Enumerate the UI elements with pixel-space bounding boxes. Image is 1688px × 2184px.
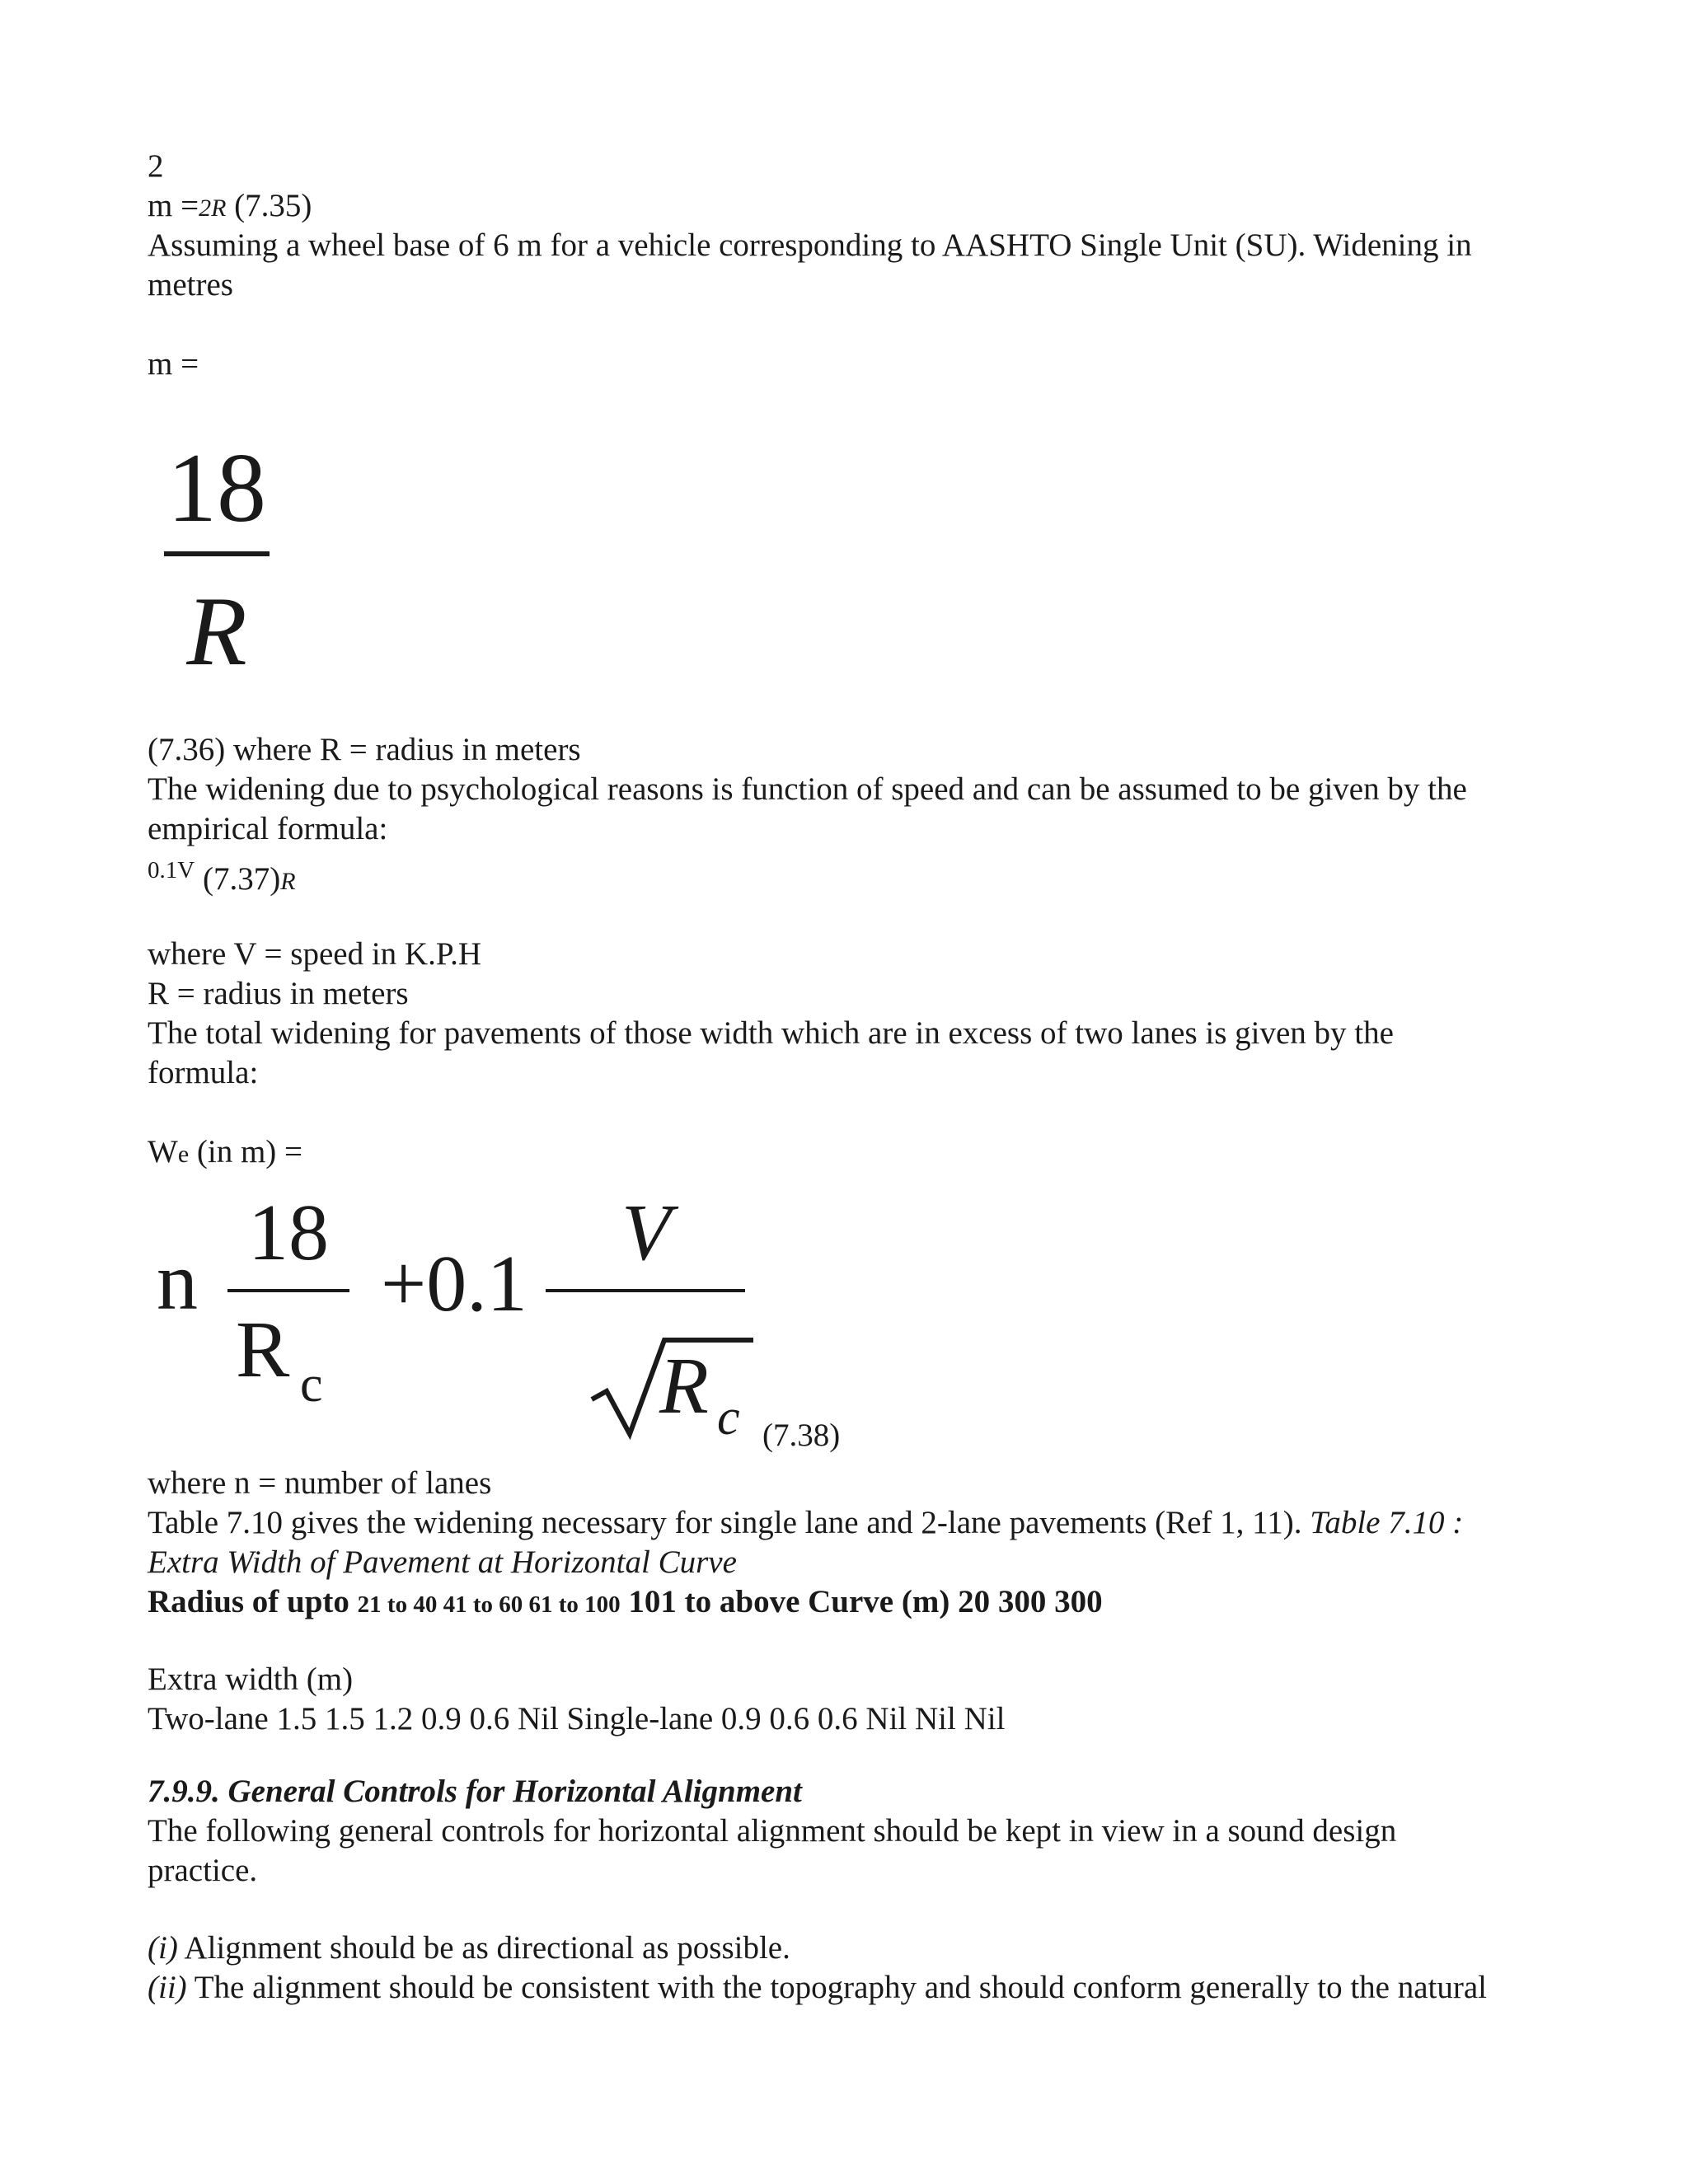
formula-num-v: V [621, 1188, 671, 1277]
we-label [148, 1132, 302, 1174]
list-item-ii [148, 1968, 1487, 2008]
formula-bar-2 [546, 1289, 745, 1292]
list-text-i: Alignment should be as directional as possible. [177, 1930, 790, 1966]
paragraph-controls-line2: practice. [148, 1853, 258, 1888]
table-header-part3: 101 to above Curve (m) 20 300 300 [620, 1584, 1103, 1619]
page-number-line: 2 [148, 148, 164, 184]
eq-lhs: m = [148, 188, 199, 223]
table-rows-line: Two-lane 1.5 1.5 1.2 0.9 0.6 Nil Single-lane 0.9 0.6 0.6 Nil Nil Nil [148, 1701, 1006, 1736]
table-caption-line2: Extra Width of Pavement at Horizontal Curve [148, 1544, 737, 1580]
where-n-line: where n = number of lanes [148, 1465, 492, 1501]
fraction-18-over-r [152, 429, 284, 676]
equation-7-36-line: (7.36) where R = radius in meters [148, 732, 581, 767]
eq-number: (7.35) [234, 188, 312, 223]
formula-den-r2-sub: c [717, 1390, 740, 1446]
fraction-bar [164, 551, 270, 556]
list-item-i [148, 1929, 790, 1968]
eq-sup-0-1v: 0.1V [148, 857, 195, 883]
list-text-ii: The alignment should be consistent with the topography and should conform generally to the natural [186, 1970, 1488, 2005]
eq-r: R [280, 868, 296, 895]
fraction-denominator: R [186, 576, 247, 676]
eq-number: (7.37) [202, 861, 281, 897]
list-marker-i: (i) [148, 1930, 178, 1966]
table-header-line [148, 1582, 1103, 1624]
formula-bar-1 [227, 1289, 349, 1292]
we-w: W [148, 1134, 178, 1169]
formula-den-r2: R [659, 1342, 709, 1431]
paragraph-wheelbase-line2: metres [148, 267, 233, 302]
formula-n: n [157, 1235, 198, 1327]
paragraph-total-line1: The total widening for pavements of those width which are in excess of two lanes is given by the [148, 1015, 1394, 1051]
table-header-part1: Radius of upto [148, 1584, 358, 1619]
where-v-line: where V = speed in K.P.H [148, 936, 482, 972]
r-radius-line: R = radius in meters [148, 976, 409, 1011]
equation-7-38-number: (7.38) [762, 1418, 841, 1453]
fraction-numerator: 18 [167, 433, 266, 542]
paragraph-controls-line1: The following general controls for horizontal alignment should be kept in view in a sound design [148, 1813, 1397, 1849]
equation-7-35 [148, 186, 312, 228]
paragraph-psych-line1: The widening due to psychological reasons is function of speed and can be assumed to be given by the [148, 771, 1467, 807]
paragraph-wheelbase-line1: Assuming a wheel base of 6 m for a vehicle corresponding to AASHTO Single Unit (SU). Widening in [148, 227, 1472, 263]
we-rest: (in m) = [189, 1134, 303, 1169]
equation-7-37 [148, 851, 296, 902]
formula-num-18: 18 [248, 1188, 329, 1277]
formula-7-38 [148, 1179, 775, 1459]
section-heading: 7.9.9. General Controls for Horizontal Alignment [148, 1774, 802, 1809]
table-header-ranges: 21 to 40 41 to 60 61 to 100 [357, 1591, 621, 1618]
eq-fraction-2r: 2R [199, 194, 227, 222]
paragraph-psych-line2: empirical formula: [148, 811, 388, 846]
m-equals-label: m = [148, 346, 199, 382]
table-caption-start: Table 7.10 : [1310, 1505, 1464, 1540]
formula-plus-0-1: +0.1 [381, 1240, 528, 1329]
paragraph-total-line2: formula: [148, 1055, 259, 1090]
formula-den-r-sub: c [300, 1357, 323, 1413]
formula-den-r: R [236, 1305, 290, 1394]
table-intro-line1 [148, 1503, 1463, 1543]
we-subscript: e [177, 1141, 190, 1168]
extra-width-line: Extra width (m) [148, 1661, 354, 1697]
table-intro-plain: Table 7.10 gives the widening necessary for single lane and 2-lane pavements (Ref 1, 11). [148, 1505, 1311, 1540]
list-marker-ii: (ii) [148, 1970, 187, 2005]
